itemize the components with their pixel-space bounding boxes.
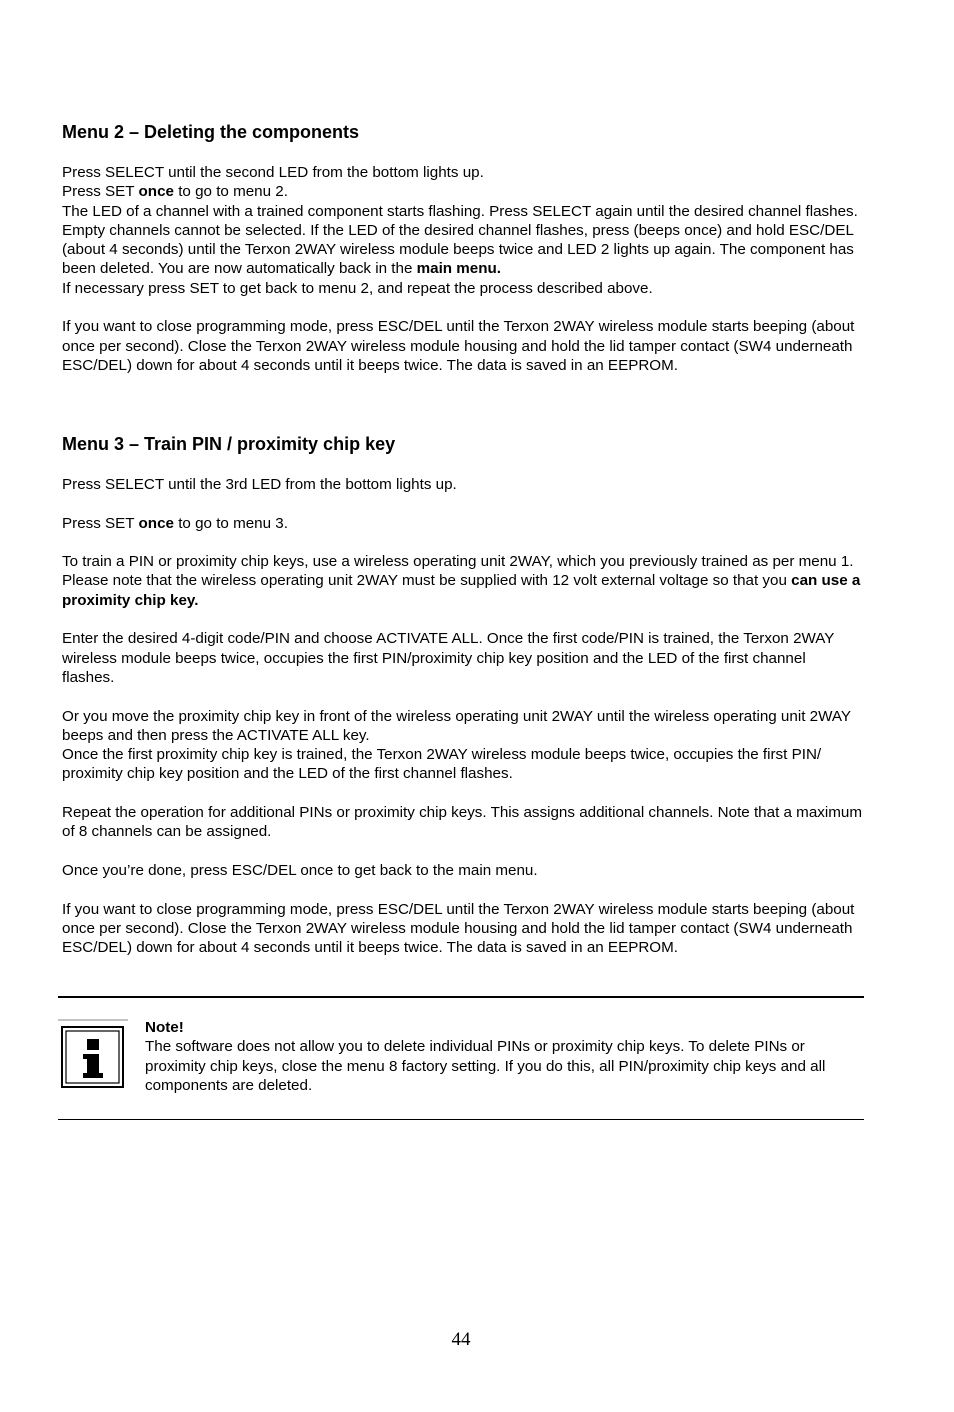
- note-title-text: Note!: [145, 1019, 184, 1036]
- menu2-line2: [62, 182, 862, 201]
- menu2-line4: If necessary press SET to get back to menu 2, and repeat the process described above.: [62, 279, 653, 297]
- menu3-p4: Enter the desired 4-digit code/PIN and choose ACTIVATE ALL. Once the first code/PIN is trained, the Terxon 2WAY wireless module beeps twice, occupies the first PIN/proximity chip key position and the LED of the first channel flashes.: [62, 630, 835, 686]
- menu3-p5b: Once the first proximity chip key is trained, the Terxon 2WAY wireless module beeps twice, occupies the first PIN/ proximity chip key position and the LED of the first channel flashes.: [62, 746, 822, 783]
- menu3-heading: Menu 3 – Train PIN / proximity chip key: [62, 434, 396, 454]
- menu2-close-paragraph: If you want to close programming mode, press ESC/DEL until the Terxon 2WAY wireless module starts beeping (about once per second). Close the Terxon 2WAY wireless module housing and hold the lid tamper contact (SW4 underneath ESC/DEL) down for about 4 seconds until it beeps twice. The data is saved in an EEPROM.: [62, 318, 855, 374]
- page-number: 44: [451, 1329, 471, 1350]
- note-title: [145, 1018, 860, 1037]
- menu3-p3-pre: To train a PIN or proximity chip keys, use a wireless operating unit 2WAY, which you previously trained as per menu 1. Please note that the wireless operating unit 2WAY must be supplied with 12 volt external voltage so that you: [62, 553, 854, 590]
- menu2-line3: [62, 202, 862, 279]
- info-icon: [58, 1019, 128, 1089]
- note-bottom-rule: [58, 1119, 864, 1120]
- note-block: [145, 1018, 860, 1095]
- menu2-line2-bold: once: [138, 183, 174, 201]
- menu3-close-paragraph: If you want to close programming mode, press ESC/DEL until the Terxon 2WAY wireless module starts beeping (about once per second). Close the Terxon 2WAY wireless module housing and hold the lid tamper contact (SW4 underneath ESC/DEL) down for about 4 seconds until it beeps twice. The data is saved in an EEPROM.: [62, 900, 855, 957]
- menu3-p3-bold: can use a proximity chip key.: [62, 572, 861, 609]
- menu2-line2-post: to go to menu 2.: [173, 183, 288, 201]
- menu2-body: [62, 163, 862, 375]
- menu3-p2: [62, 514, 862, 533]
- menu2-heading: Menu 2 – Deleting the components: [62, 122, 360, 142]
- menu3-p2-post: to go to menu 3.: [173, 514, 288, 532]
- menu3-body: [62, 475, 862, 957]
- menu2-line3-bold: main menu.: [416, 260, 502, 278]
- menu2-line1: Press SELECT until the second LED from the bottom lights up.: [62, 164, 484, 181]
- menu3-p2-pre: Press SET: [62, 514, 139, 532]
- menu2-line3-pre: The LED of a channel with a trained component starts flashing. Press SELECT again until the desired channel flashes. Empty channels cannot be selected. If the LED of the desired channel flashes, press (beeps once) and hold ESC/DEL (about 4 seconds) until the Terxon 2WAY wireless module beeps twice and LED 2 lights up again. The component has been deleted. You are now automatically back in the: [62, 202, 858, 278]
- note-top-rule: [58, 996, 864, 998]
- menu3-p6: Repeat the operation for additional PINs or proximity chip keys. This assigns additional channels. Note that a maximum of 8 channels can be assigned.: [62, 804, 862, 841]
- menu3-p2-bold: once: [138, 514, 174, 532]
- note-text: The software does not allow you to delete individual PINs or proximity chip keys. To delete PINs or proximity chip keys, close the menu 8 factory setting. If you do this, all PIN/proximity chip keys and all components are deleted.: [145, 1038, 826, 1094]
- menu3-p7: Once you’re done, press ESC/DEL once to get back to the main menu.: [62, 861, 538, 879]
- menu2-line2-pre: Press SET: [62, 183, 139, 201]
- menu3-p1: Press SELECT until the 3rd LED from the bottom lights up.: [62, 476, 457, 493]
- menu3-p5a: Or you move the proximity chip key in front of the wireless operating unit 2WAY until the wireless operating unit 2WAY beeps and then press the ACTIVATE ALL key.: [62, 707, 851, 744]
- menu3-p3: [62, 552, 862, 610]
